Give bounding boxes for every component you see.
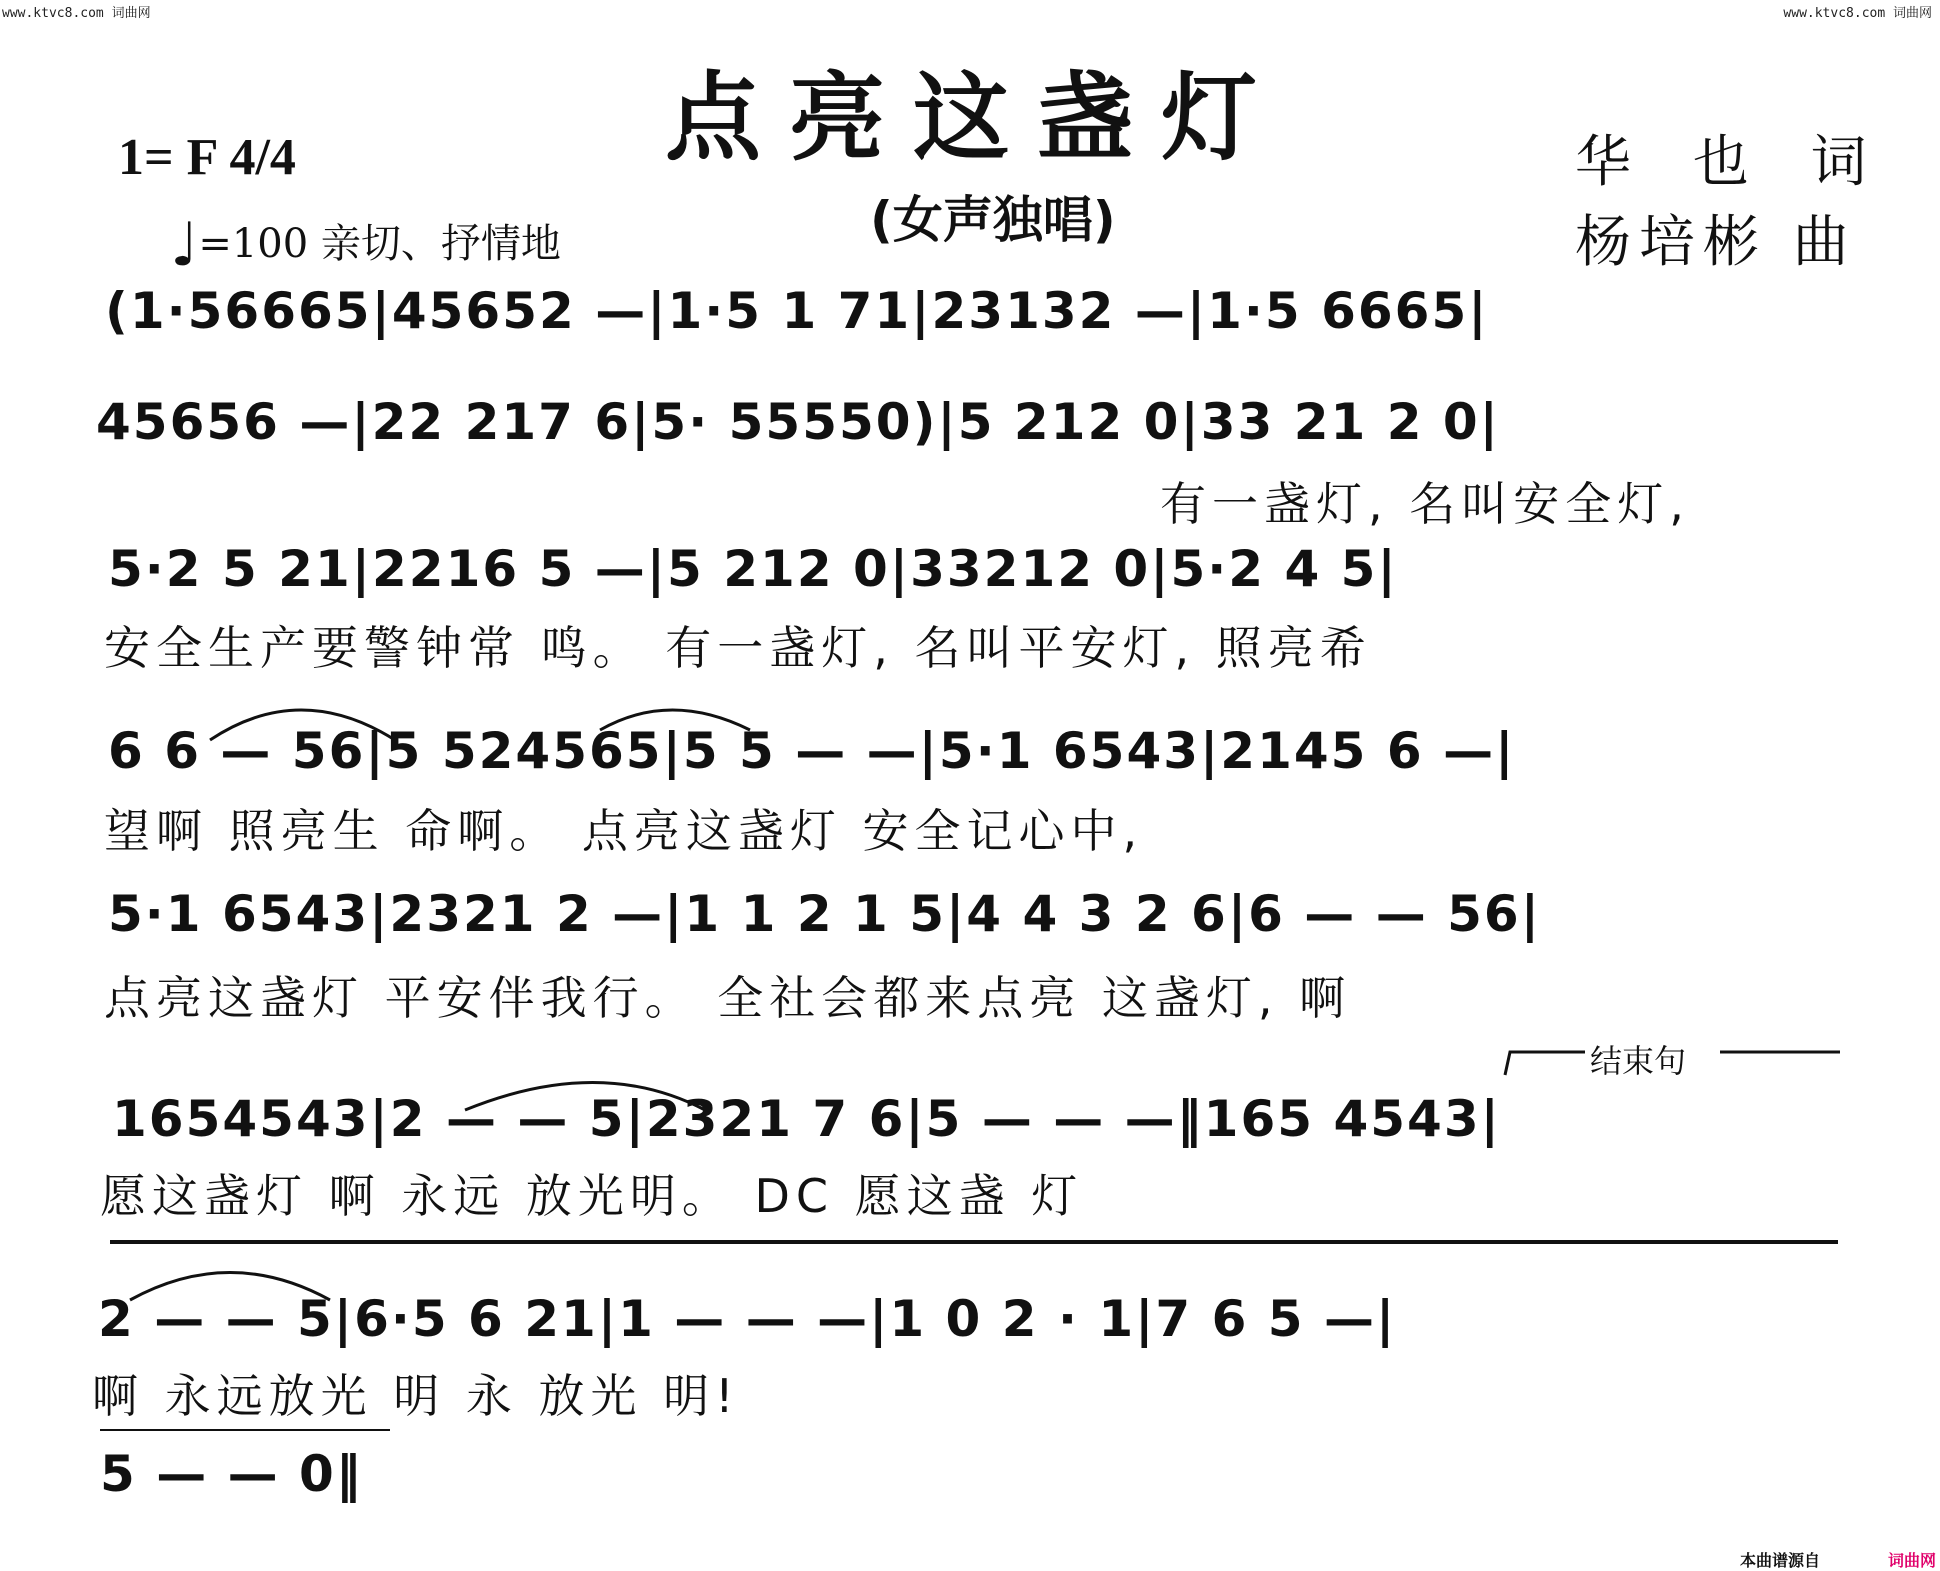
lyric-line: 愿这盏灯 啊 永远 放光明。 DC 愿这盏 灯 [100, 1169, 1084, 1223]
lyric-line: 啊 永远放光 明 永 放光 明! [92, 1369, 740, 1423]
notation-line: 1654543|2 — — 5|2321 7 6|5 — — —‖165 4543| [112, 1090, 1501, 1148]
song-title: 点亮这盏灯 [665, 62, 1285, 174]
composer-credit: 杨培彬 曲 [1575, 210, 1857, 275]
notation-line: 5 — — 0‖ [100, 1445, 363, 1503]
lyric-line: 有一盏灯, 名叫安全灯, [1160, 477, 1690, 531]
footer-brand: 词曲网 [1888, 1551, 1937, 1570]
watermark-right: www.ktvc8.com 词曲网 [1783, 6, 1932, 21]
notation-line: 5·2 5 21|2216 5 —|5 212 0|33212 0|5·2 4 5| [108, 540, 1398, 598]
key-signature: 1= F 4/4 [118, 129, 296, 186]
tempo-value: =100 [198, 221, 309, 267]
tempo-expression: 亲切、抒情地 [320, 221, 561, 267]
tempo-marking [170, 210, 561, 280]
footer-note: 本曲谱源自 [1740, 1551, 1821, 1570]
notation-line: 6 6 — 56|5 524565|5 5 — —|5·1 6543|2145 6 —| [108, 722, 1516, 780]
lyric-line: 点亮这盏灯 平安伴我行。 全社会都来点亮 这盏灯, 啊 [104, 971, 1352, 1025]
notation-line: 45656 —|22 217 6|5· 55550)|5 212 0|33 21 2 0| [96, 393, 1500, 451]
lyric-line: 望啊 照亮生 命啊。 点亮这盏灯 安全记心中, [104, 804, 1144, 858]
quarter-note-icon: ♩ [170, 210, 199, 280]
song-subtitle: (女声独唱) [870, 191, 1116, 249]
notation-line: 5·1 6543|2321 2 —|1 1 2 1 5|4 4 3 2 6|6 — — 56| [108, 885, 1541, 943]
notation-line: (1·56665|45652 —|1·5 1 71|23132 —|1·5 6665| [105, 282, 1489, 340]
lyricist-credit: 华 也 词 [1575, 130, 1889, 195]
watermark-left: www.ktvc8.com 词曲网 [2, 6, 151, 21]
notation-line: 2 — — 5|6·5 6 21|1 — — —|1 0 2 · 1|7 6 5 —| [98, 1290, 1397, 1348]
ending-label: 结束句 [1590, 1042, 1687, 1080]
lyric-line: 安全生产要警钟常 鸣。 有一盏灯, 名叫平安灯, 照亮希 [104, 621, 1372, 675]
